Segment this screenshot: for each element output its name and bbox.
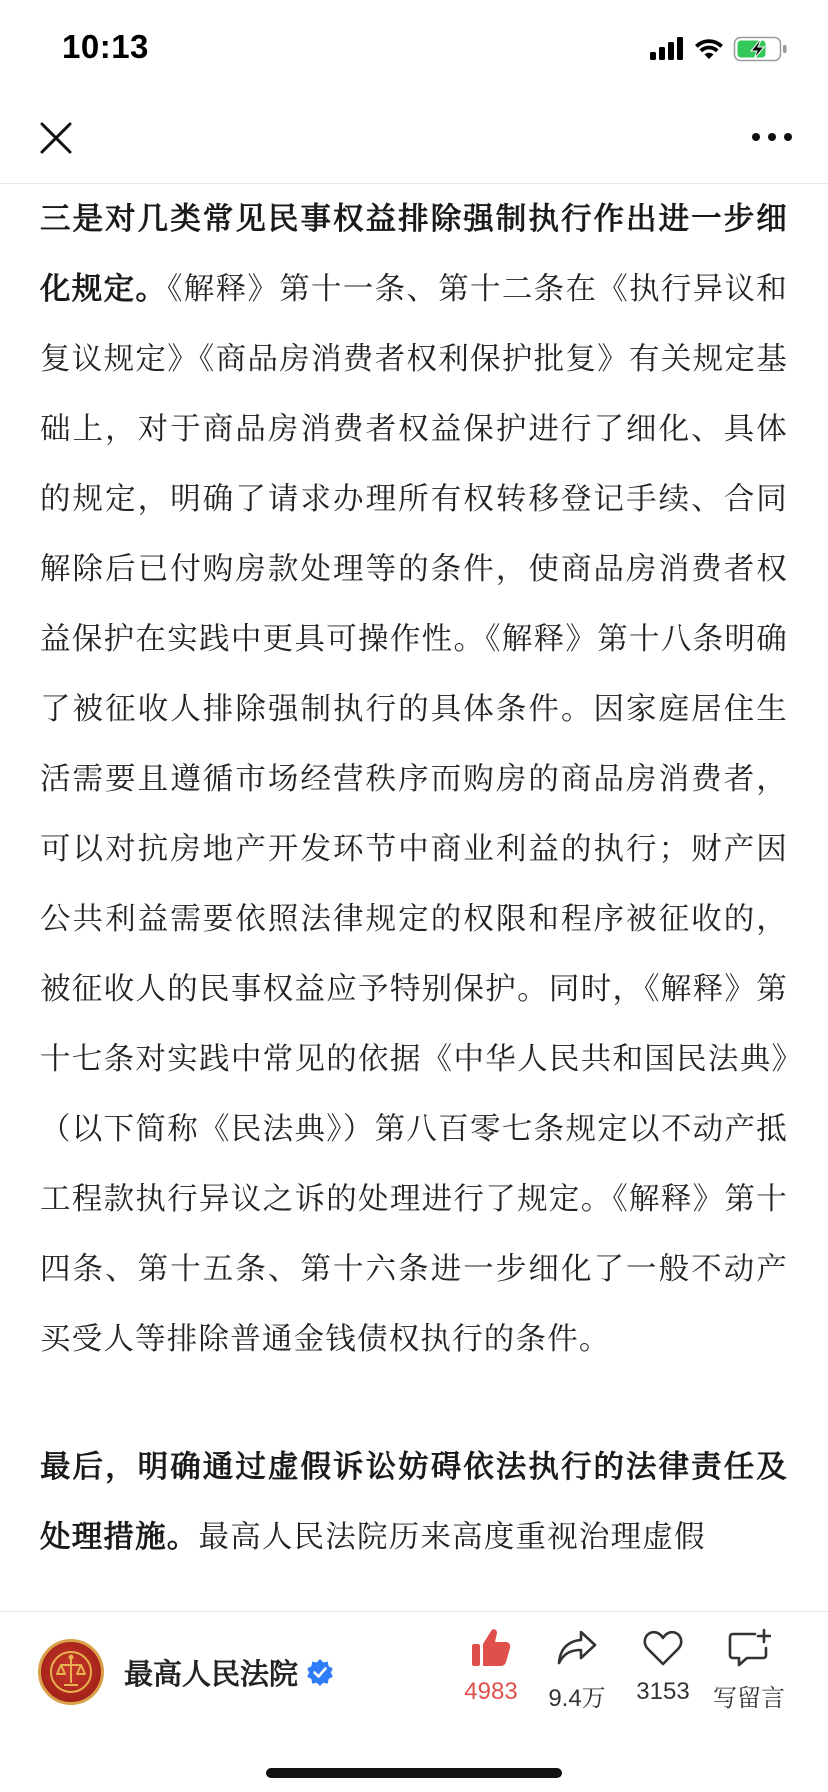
share-arrow-icon	[555, 1626, 599, 1670]
favorite-button[interactable]	[620, 1626, 706, 1713]
like-count: 4983	[464, 1678, 518, 1705]
paragraph-text: 《解释》第十一条、第十二条在《执行异议和复议规定》《商品房消费者权利保护批复》有关规定基础上，对于商品房消费者权益保护进行了细化、具体的规定，明确了请求办理所有权转移登记手续、合同解除后已付购房款处理等的条件，使商品房消费者权益保护在实践中更具可操作性。《解释》第十八条明确了被征收人排除强制执行的具体条件。因家庭居住生活需要且遵循市场经营秩序而购房的商品房消费者，可以对抗房地产开发环节中商业利益的执行；财产因公共利益需要依照法律规定的权限和程序被征收的，被征收人的民事权益应予特别保护。同时，《解释》第十七条对实践中常见的依据《中华人民共和国民法典》（以下简称《民法典》）第八百零七条规定以不动产抵工程款执行异议之诉的处理进行了规定。《解释》第十四条、第十五条、第十六条进一步细化了一般不动产买受人等排除普通金钱债权执行的条件。	[40, 272, 788, 1357]
more-dots-icon	[750, 126, 794, 148]
account-info[interactable]	[38, 1638, 334, 1706]
battery-icon	[735, 38, 787, 61]
share-button[interactable]	[534, 1626, 620, 1713]
article-paragraph	[0, 1433, 828, 1573]
comment-button[interactable]	[706, 1626, 792, 1713]
paragraph-bold-lead: 最后，明确通过虚假诉讼妨碍依法执行的法律责任及处理措施。	[40, 1450, 788, 1555]
paragraph-bold-lead: 三是对几类常见民事权益排除强制执行作出进一步细化规定。	[40, 202, 788, 307]
comment-label: 写留言	[713, 1685, 785, 1712]
thumbs-up-icon	[469, 1626, 513, 1670]
paragraph-text: 最高人民法院历来高度重视治理虚假	[198, 1520, 706, 1555]
account-name[interactable]: 最高人民法院	[124, 1656, 299, 1691]
bottom-bar	[0, 1611, 828, 1792]
share-count: 9.4万	[548, 1685, 606, 1712]
avatar[interactable]	[38, 1639, 104, 1705]
heart-icon	[641, 1626, 685, 1670]
status-bar	[0, 0, 828, 96]
article-content[interactable]	[0, 185, 828, 1610]
status-time: 10:13	[62, 28, 149, 65]
action-bar	[448, 1626, 792, 1713]
signal-icon	[650, 37, 683, 60]
status-icons	[650, 34, 792, 64]
favorite-count: 3153	[636, 1678, 690, 1705]
comment-add-icon	[727, 1626, 771, 1670]
article-paragraph	[0, 185, 828, 1375]
wifi-icon	[695, 39, 723, 59]
court-emblem-icon	[48, 1649, 94, 1695]
home-indicator[interactable]	[266, 1768, 562, 1778]
verified-badge-icon	[306, 1658, 334, 1686]
more-button[interactable]	[750, 126, 794, 148]
like-button[interactable]	[448, 1626, 534, 1713]
close-icon	[36, 118, 76, 158]
nav-bar	[0, 96, 828, 184]
close-button[interactable]	[36, 118, 76, 158]
